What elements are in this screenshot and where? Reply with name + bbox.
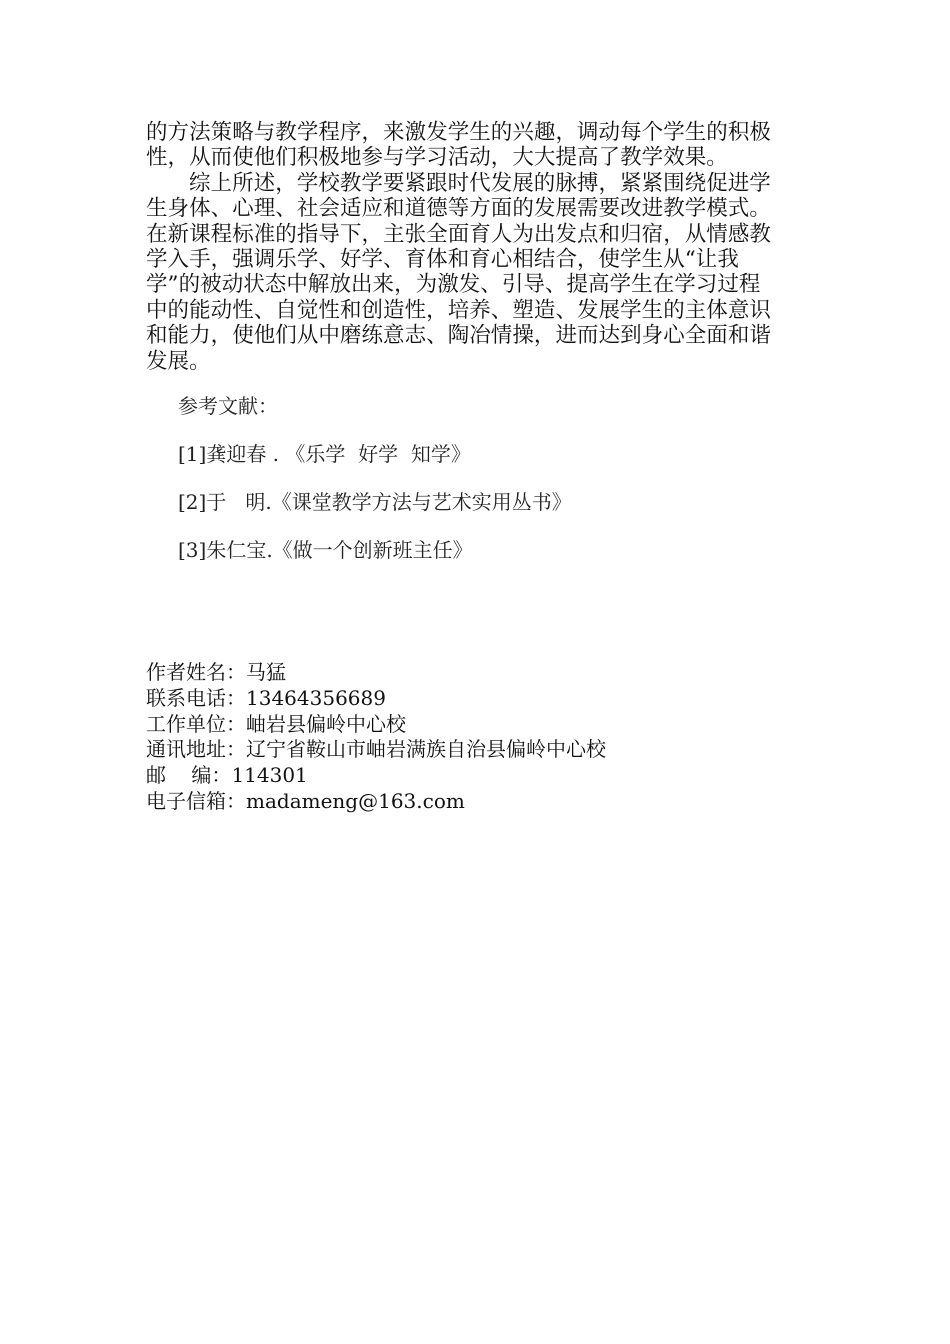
text-line: 发展。 [146, 348, 211, 374]
author-email-row [146, 789, 606, 815]
text-line: 在新课程标准的指导下，主张全面育人为出发点和归宿，从情感教 [146, 221, 771, 247]
text-line: 中的能动性、自觉性和创造性，培养、塑造、发展学生的主体意识 [146, 297, 771, 323]
field-value: madameng@163.com [246, 788, 465, 813]
reference-item: [2]于 明.《课堂教学方法与艺术实用丛书》 [178, 490, 572, 514]
text-line: 和能力，使他们从中磨练意志、陶冶情操，进而达到身心全面和谐 [146, 323, 771, 349]
author-workplace-row [146, 712, 606, 738]
field-label: 作者姓名： [146, 660, 246, 684]
paragraph-summary [146, 171, 810, 374]
field-value: 马猛 [246, 660, 286, 684]
field-value: 岫岩县偏岭中心校 [246, 711, 406, 736]
text-line: 性，从而使他们积极地参与学习活动，大大提高了教学效果。 [146, 145, 728, 171]
text-line: 学”的被动状态中解放出来，为激发、引导、提高学生在学习过程 [146, 272, 761, 298]
field-value: 13464356689 [246, 685, 386, 710]
body-text [146, 120, 810, 374]
reference-item: [3]朱仁宝.《做一个创新班主任》 [178, 538, 473, 562]
author-name-row [146, 660, 606, 686]
field-label: 联系电话： [146, 685, 246, 710]
text-line: 学入手，强调乐学、好学、育体和育心相结合，使学生从“让我 [146, 247, 739, 273]
text-line: 生身体、心理、社会适应和道德等方面的发展需要改进教学模式。 [146, 196, 771, 222]
field-label: 邮 编： [146, 763, 232, 788]
author-address-row [146, 737, 606, 763]
field-label: 通讯地址： [146, 737, 246, 762]
text-line: 的方法策略与教学程序，来激发学生的兴趣，调动每个学生的积极 [146, 120, 771, 145]
author-phone-row [146, 686, 606, 712]
field-value: 辽宁省鞍山市岫岩满族自治县偏岭中心校 [246, 737, 606, 762]
author-info [146, 660, 606, 815]
paragraph-conclusion-end [146, 120, 810, 171]
field-label: 工作单位： [146, 711, 246, 736]
references-heading: 参考文献： [178, 394, 278, 418]
references-section [178, 393, 572, 585]
field-value: 114301 [231, 763, 308, 788]
author-postcode-row [146, 763, 606, 789]
reference-item: [1]龚迎春 . 《乐学 好学 知学》 [178, 442, 471, 466]
field-label: 电子信箱： [146, 788, 246, 813]
text-line: 综上所述，学校教学要紧跟时代发展的脉搏，紧紧围绕促进学 [189, 170, 771, 196]
